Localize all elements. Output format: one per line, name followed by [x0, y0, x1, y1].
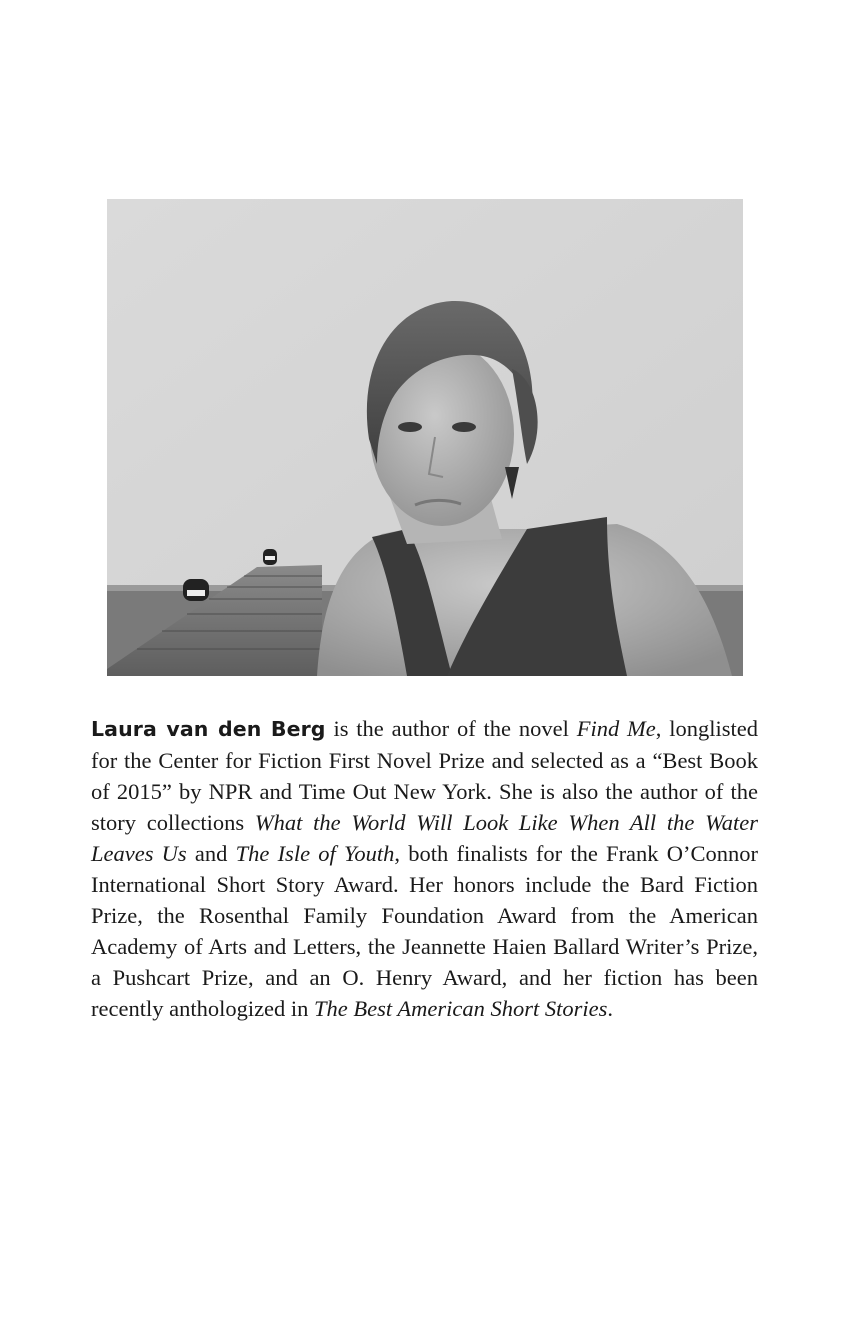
bio-text: , longlisted for the Center for Fiction First Novel Prize and selected as a “Best Book of 2015” by NPR and Time Out New York. She is also the author of the story collections	[91, 716, 758, 835]
book-title: What the World Will Look Like When All the Water Leaves Us	[91, 810, 758, 866]
bio-text: and	[186, 841, 236, 866]
bio-text: is the author of the novel	[325, 716, 577, 741]
author-bio	[91, 713, 758, 1024]
bio-text: , both finalists for the Frank O’Connor International Short Story Award. Her honors include the Bard Fiction Prize, the Rosenthal Family Foundation Award from the American Academy of Arts and Letters, the Jeannette Haien Ballard Writer’s Prize, a Pushcart Prize, and an O. Henry Award, and her fiction has been recently anthologized in	[91, 841, 758, 1021]
author-portrait-photo-icon	[107, 199, 743, 676]
book-title: The Isle of Youth	[235, 841, 395, 866]
book-title: The Best American Short Stories	[314, 996, 608, 1021]
bio-text: .	[607, 996, 613, 1021]
author-name: Laura van den Berg	[91, 717, 326, 741]
book-title: Find Me	[576, 716, 656, 741]
author-photo	[107, 199, 743, 676]
